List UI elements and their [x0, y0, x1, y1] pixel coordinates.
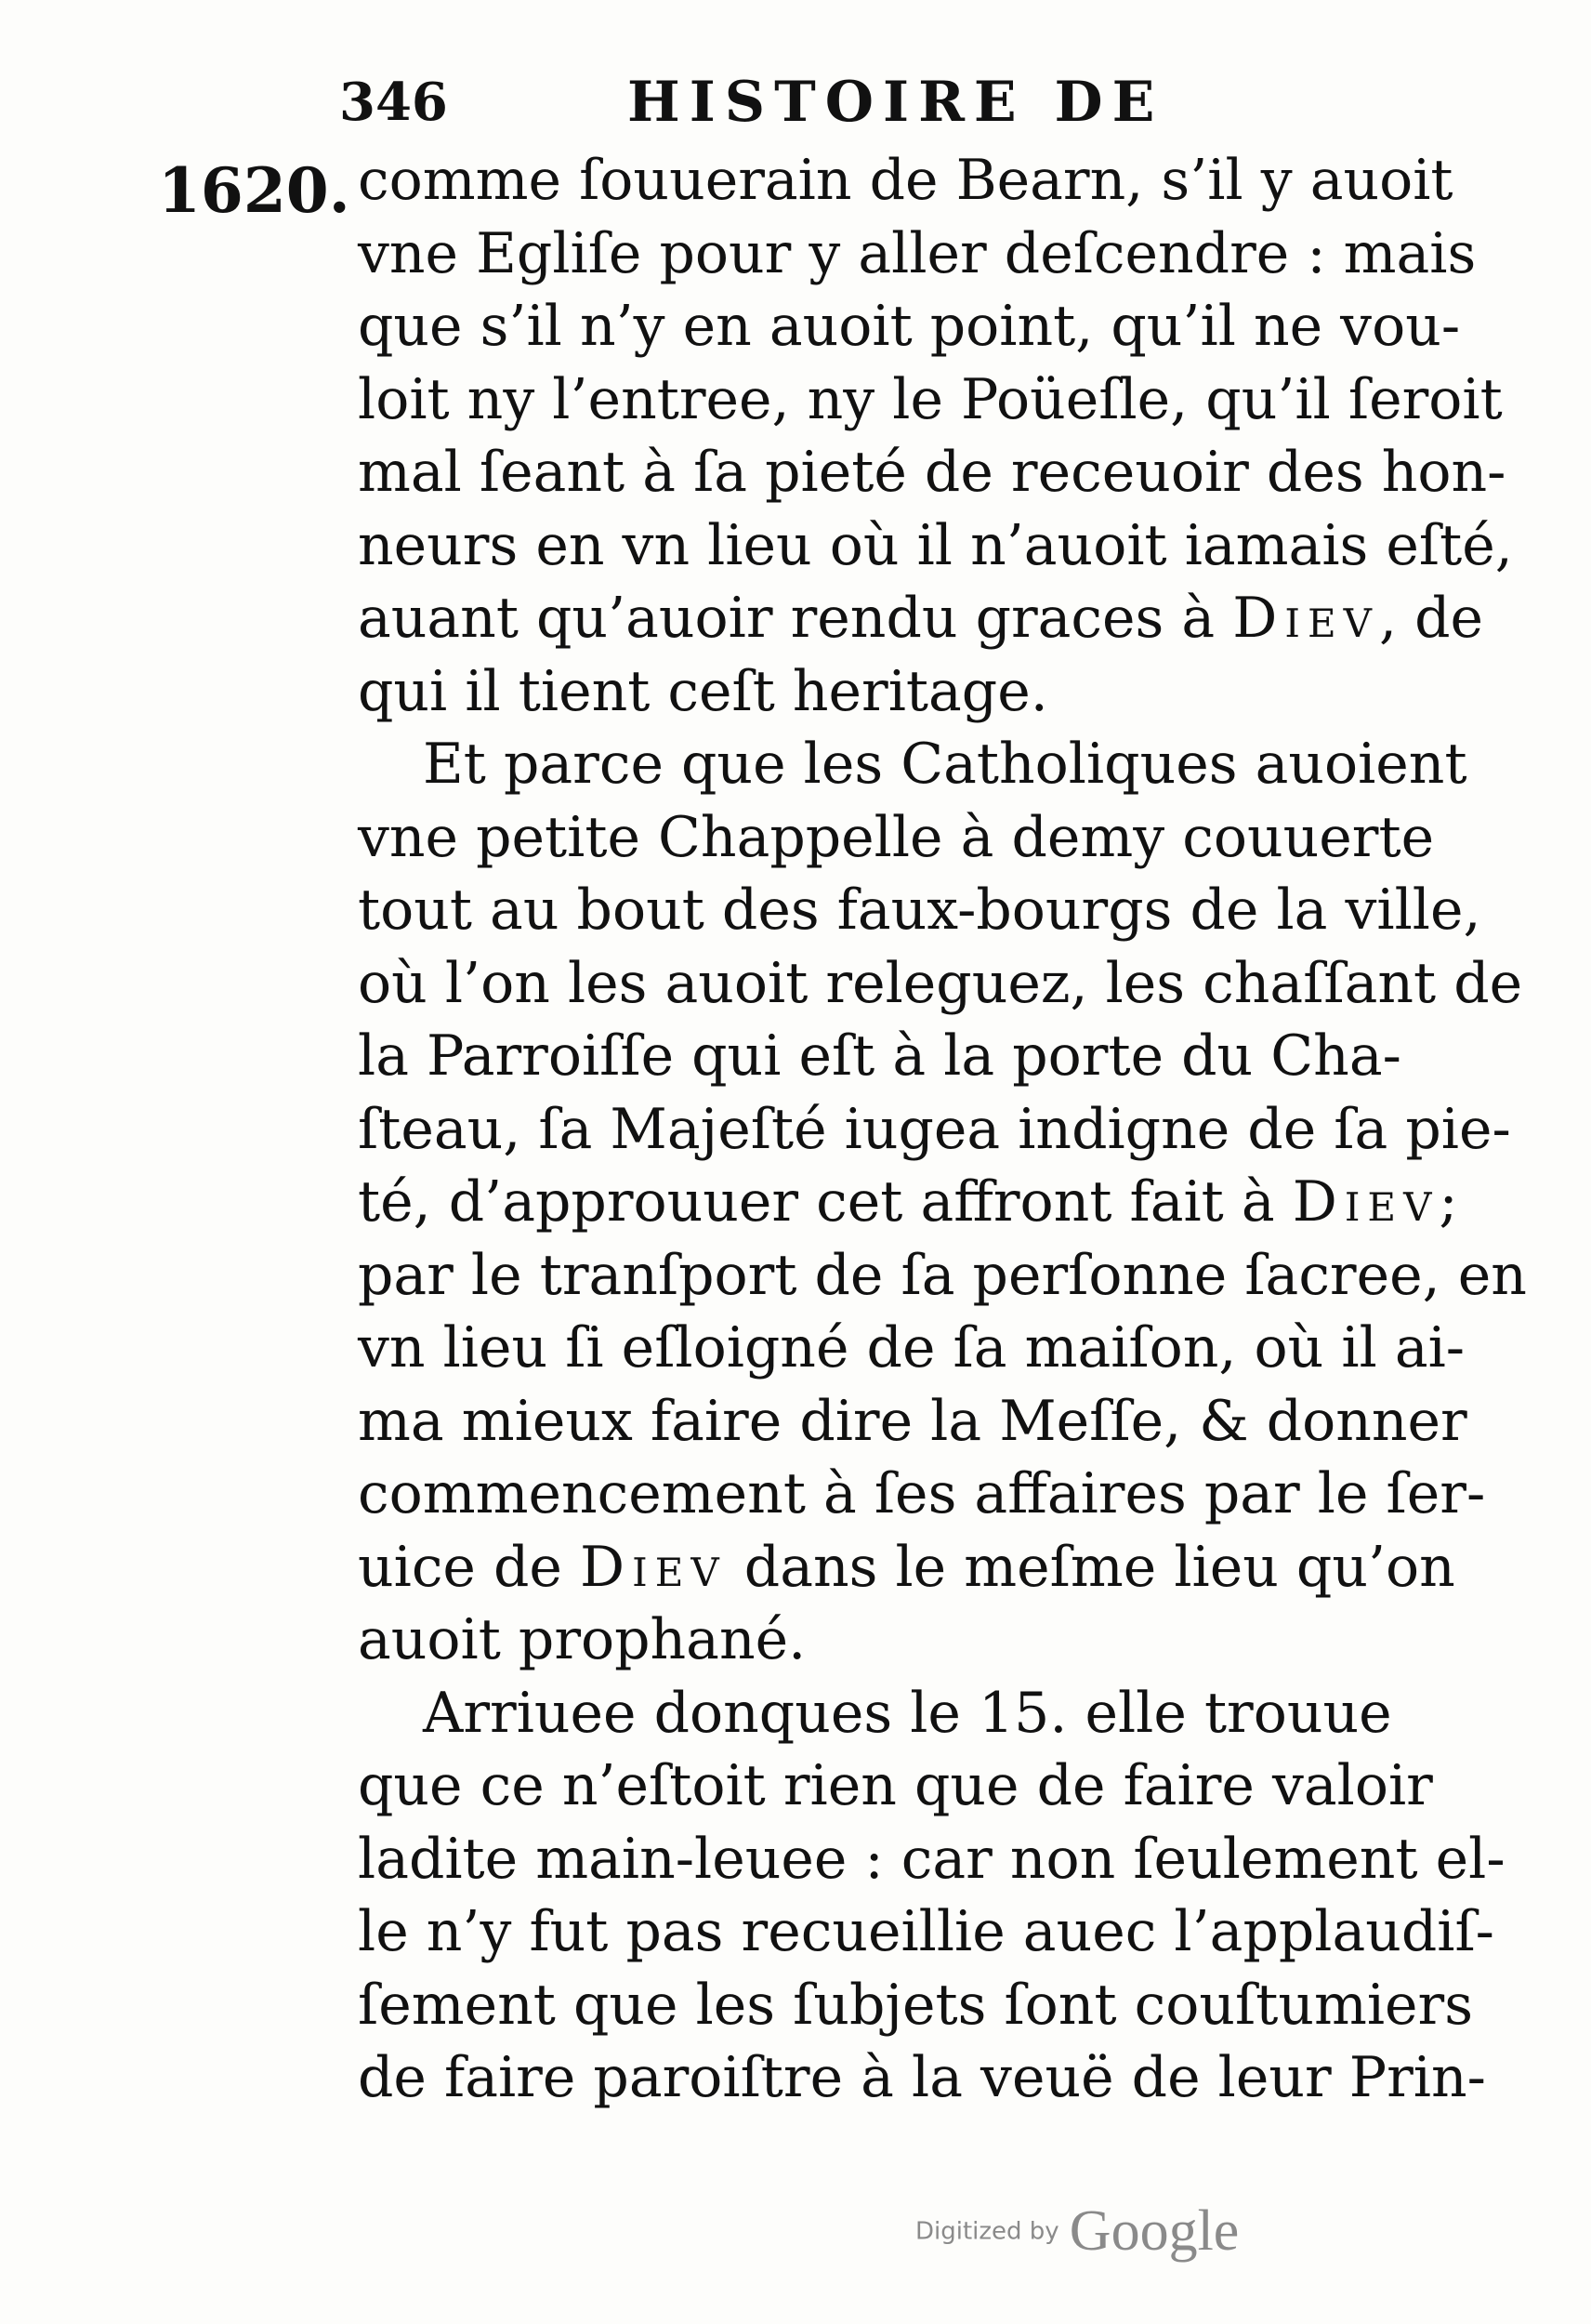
text-line: que s’il n’y en auoit point, qu’il ne vou- [358, 294, 1461, 359]
running-title: HISTOIRE DE [627, 70, 1164, 135]
text-line [358, 582, 1484, 655]
small-caps-dieu: Diev [580, 1534, 727, 1600]
paragraph-first-line: Arriuee donques le 15. elle trouue [423, 1680, 1392, 1746]
google-logo: Google [1069, 2199, 1240, 2263]
text-line: la Parroiſſe qui eſt à la porte du Cha- [358, 1023, 1401, 1089]
text-line [358, 1531, 1455, 1604]
margin-year: 1620. [158, 154, 350, 227]
small-caps-dieu: Diev [1232, 586, 1379, 651]
text-line: loit ny l’entree, ny le Poüeſle, qu’il ſeroit [358, 366, 1503, 432]
text-line: neurs en vn lieu où il n’auoit iamais eſté, [358, 512, 1513, 578]
text-line: commencement à ſes affaires par le ſer- [358, 1461, 1486, 1526]
line-segment: auant qu’auoir rendu graces à [358, 586, 1216, 651]
page-number: 346 [339, 72, 448, 133]
text-line: où l’on les auoit releguez, les chaſſant de [358, 950, 1523, 1016]
text-line: ma mieux faire dire la Meſſe, & donner [358, 1388, 1467, 1454]
paragraph-first-line: Et parce que les Catholiques auoient [423, 732, 1467, 797]
digitized-label: Digitized by [915, 2217, 1059, 2246]
text-line: de faire paroiſtre à la veuë de leur Prin- [358, 2045, 1486, 2110]
line-segment: ; [1439, 1169, 1458, 1235]
text-line: ſteau, ſa Majeſté iugea indigne de ſa pie- [358, 1096, 1511, 1162]
text-line: vn lieu ſi eſloigné de ſa maiſon, où il ai- [358, 1315, 1466, 1380]
body-text [358, 144, 1527, 2115]
text-line [358, 1166, 1458, 1239]
text-line: comme ſouuerain de Bearn, s’il y auoit [358, 148, 1453, 213]
text-line: que ce n’eſtoit rien que de faire valoir [358, 1753, 1433, 1818]
small-caps-dieu: Diev [1292, 1169, 1440, 1235]
text-line: par le tranſport de ſa perſonne ſacree, en [358, 1242, 1527, 1308]
text-line: vne petite Chappelle à demy couuerte [358, 804, 1435, 870]
text-line: vne Egliſe pour y aller deſcendre : mais [358, 220, 1477, 286]
text-line: tout au bout des faux-bourgs de la ville, [358, 878, 1481, 943]
page-header [339, 65, 1380, 139]
line-segment: dans le meſme lieu qu’on [743, 1534, 1455, 1600]
text-line: le n’y fut pas recueillie auec l’applaudiſ- [358, 1899, 1494, 1964]
line-segment: , de [1378, 586, 1484, 651]
text-line: ſement que les ſubjets ſont couſtumiers [358, 1972, 1474, 2038]
text-line: ladite main-leuee : car non ſeulement el- [358, 1826, 1506, 1892]
text-line: qui il tient ceſt heritage. [358, 658, 1048, 724]
line-segment: uice de [358, 1534, 562, 1600]
digitized-by-google-watermark [915, 2199, 1239, 2273]
line-segment: té, d’approuuer cet affront fait à [358, 1169, 1275, 1235]
text-line: mal ſeant à ſa pieté de receuoir des hon- [358, 440, 1506, 505]
text-line: auoit prophané. [358, 1607, 807, 1672]
